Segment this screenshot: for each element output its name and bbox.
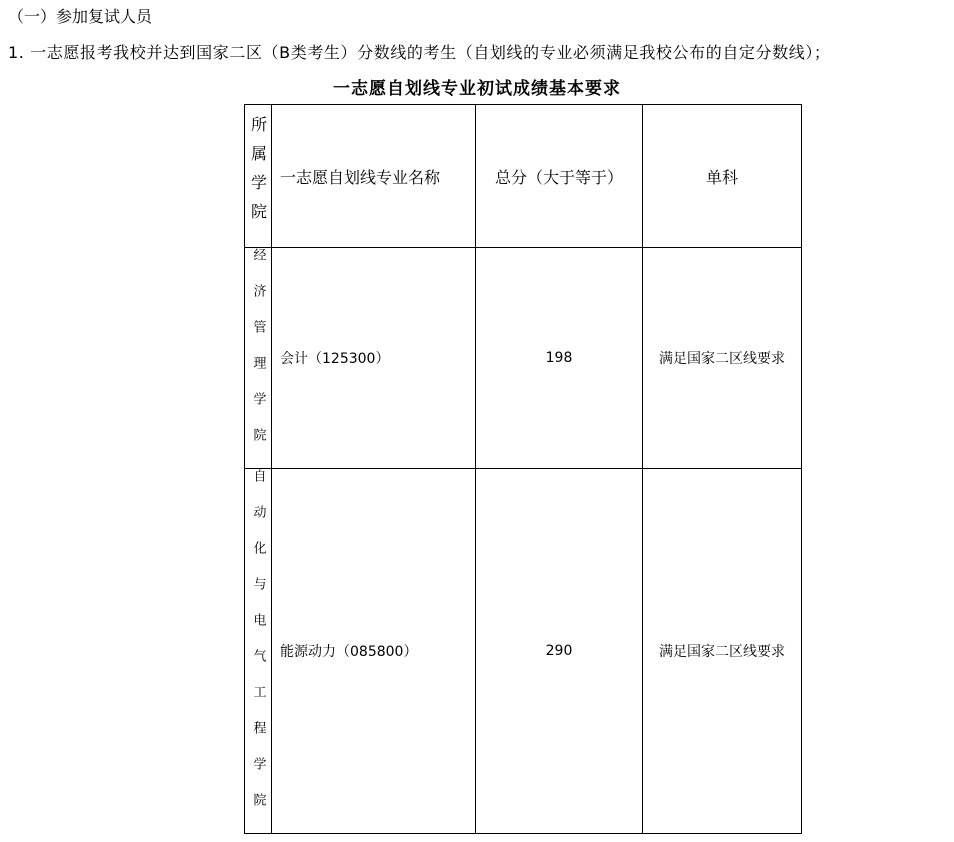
total-cell: 198 (476, 248, 643, 469)
header-single: 单科 (643, 105, 802, 248)
header-major: 一志愿自划线专业名称 (272, 105, 476, 248)
requirements-table (244, 104, 802, 834)
header-college-label: 所属学院 (248, 116, 268, 232)
major-cell: 会计（125300） (272, 248, 476, 469)
table-header-row (245, 105, 802, 248)
section-heading: （一）参加复试人员 (8, 7, 153, 26)
college-cell (245, 248, 272, 469)
college-name: 经济管理学院 (250, 248, 266, 464)
header-total: 总分（大于等于） (476, 105, 643, 248)
college-name: 自动化与电气工程学院 (250, 469, 266, 829)
major-cell: 能源动力（085800） (272, 469, 476, 834)
single-cell: 满足国家二区线要求 (643, 248, 802, 469)
table-row (245, 248, 802, 469)
total-cell: 290 (476, 469, 643, 834)
header-college (245, 105, 272, 248)
college-cell (245, 469, 272, 834)
requirement-item-1: 1. 一志愿报考我校并达到国家二区（B类考生）分数线的考生（自划线的专业必须满足我校公布的自定分数线）； (8, 43, 831, 62)
table-title: 一志愿自划线专业初试成绩基本要求 (333, 79, 621, 99)
table-row (245, 469, 802, 834)
single-cell: 满足国家二区线要求 (643, 469, 802, 834)
